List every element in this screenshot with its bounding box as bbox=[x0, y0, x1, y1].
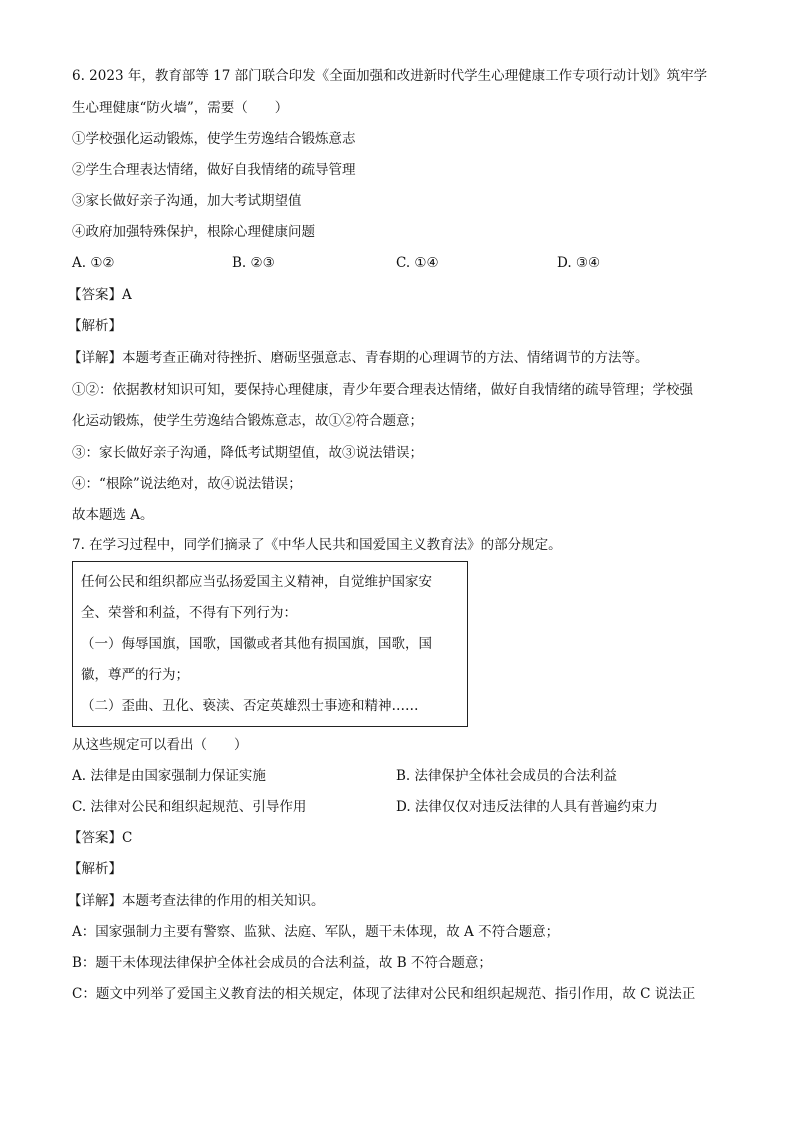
q6-detail-line4: ③：家长做好亲子沟通，降低考试期望值，故③说法错误； bbox=[72, 445, 423, 461]
q7-answer: 【答案】C bbox=[68, 830, 133, 846]
q6-item-3: ③家长做好亲子沟通，加大考试期望值 bbox=[72, 193, 302, 209]
q6-item-4: ④政府加强特殊保护，根除心理健康问题 bbox=[72, 224, 315, 240]
q6-analysis-heading: 【解析】 bbox=[68, 318, 122, 334]
q6-detail-line3: 化运动锻炼，使学生劳逸结合锻炼意志，故①②符合题意； bbox=[72, 413, 423, 429]
q6-option-d: D. ③④ bbox=[557, 255, 601, 271]
q6-stem-line2: 生心理健康“防火墙”，需要（ ） bbox=[72, 100, 289, 116]
q7-box-line2: 全、荣誉和利益，不得有下列行为： bbox=[81, 605, 297, 621]
q7-box-line1: 任何公民和组织都应当弘扬爱国主义精神，自觉维护国家安 bbox=[81, 574, 432, 590]
q7-box-line4: 徽，尊严的行为； bbox=[81, 667, 189, 683]
q7-excerpt-box bbox=[72, 561, 468, 727]
q7-stem: 7. 在学习过程中，同学们摘录了《中华人民共和国爱国主义教育法》的部分规定。 bbox=[72, 537, 562, 553]
q7-box-line3: （一）侮辱国旗，国歌，国徽或者其他有损国旗，国歌，国 bbox=[81, 636, 432, 652]
q7-option-d: D. 法律仅仅对违反法律的人具有普遍约束力 bbox=[396, 799, 658, 815]
q6-item-2: ②学生合理表达情绪，做好自我情绪的疏导管理 bbox=[72, 162, 356, 178]
q7-detail-line4: C：题文中列举了爱国主义教育法的相关规定，体现了法律对公民和组织起规范、指引作用，故 C 说法正 bbox=[72, 986, 696, 1002]
q6-detail-line1: 【详解】本题考查正确对待挫折、磨砺坚强意志、青春期的心理调节的方法、情绪调节的方法等。 bbox=[68, 350, 649, 366]
q7-option-c: C. 法律对公民和组织起规范、引导作用 bbox=[72, 799, 307, 815]
q7-option-a: A. 法律是由国家强制力保证实施 bbox=[72, 768, 266, 784]
q7-detail-line2: A：国家强制力主要有警察、监狱、法庭、军队，题干未体现，故 A 不符合题意； bbox=[72, 924, 560, 940]
q6-option-a: A. ①② bbox=[72, 255, 115, 271]
q7-box-line5: （二）歪曲、丑化、亵渎、否定英雄烈士事迹和精神…… bbox=[81, 698, 419, 714]
q6-conclusion: 故本题选 A。 bbox=[72, 507, 154, 523]
q7-detail-line3: B：题干未体现法律保护全体社会成员的合法利益，故 B 不符合题意； bbox=[72, 955, 492, 971]
q6-item-1: ①学校强化运动锻炼，使学生劳逸结合锻炼意志 bbox=[72, 131, 356, 147]
q7-detail-line1: 【详解】本题考查法律的作用的相关知识。 bbox=[68, 893, 325, 909]
q7-analysis-heading: 【解析】 bbox=[68, 861, 122, 877]
q6-answer: 【答案】A bbox=[68, 287, 132, 303]
q6-option-b: B. ②③ bbox=[232, 255, 275, 271]
q7-option-b: B. 法律保护全体社会成员的合法利益 bbox=[396, 768, 618, 784]
q7-question: 从这些规定可以看出（ ） bbox=[72, 737, 248, 753]
q6-option-c: C. ①④ bbox=[396, 255, 439, 271]
q6-stem-line1: 6. 2023 年，教育部等 17 部门联合印发《全面加强和改进新时代学生心理健康工作专项行动计划》筑牢学 bbox=[72, 68, 708, 84]
q6-detail-line2: ①②：依据教材知识可知，要保持心理健康，青少年要合理表达情绪，做好自我情绪的疏导管理；学校强 bbox=[72, 382, 693, 398]
q6-detail-line5: ④：“根除”说法绝对，故④说法错误； bbox=[72, 476, 302, 492]
